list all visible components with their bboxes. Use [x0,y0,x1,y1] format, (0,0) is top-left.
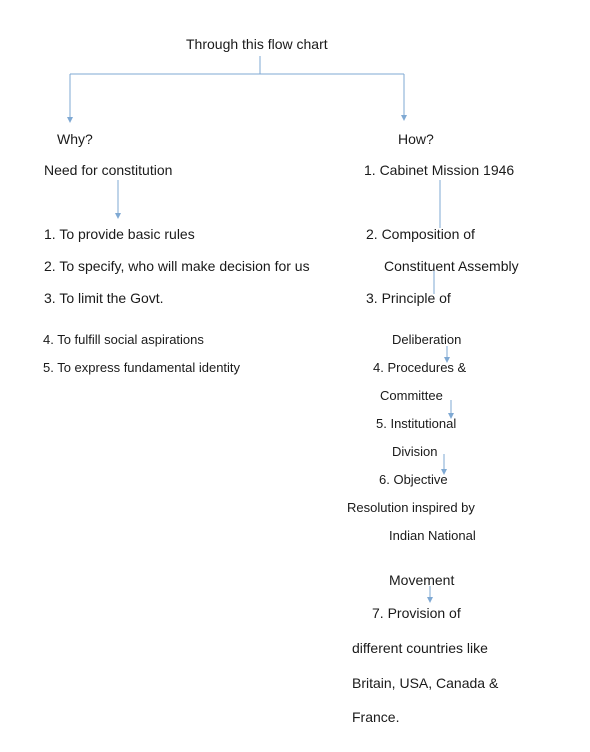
how-heading: How? [398,131,434,147]
how-line: Indian National [389,528,476,543]
how-line: Resolution inspired by [347,500,475,515]
how-line: different countries like [352,640,488,656]
why-subheading: Need for constitution [44,162,173,178]
flow-chart-title: Through this flow chart [186,36,328,52]
arrowhead [67,117,73,123]
why-heading: Why? [57,131,93,147]
how-line: Deliberation [392,332,462,347]
how-line: 7. Provision of [372,605,461,621]
arrowhead [427,597,433,603]
how-line: 5. Institutional [376,416,457,431]
why-item: 1. To provide basic rules [44,226,195,242]
why-item: 2. To specify, who will make decision for us [44,258,310,274]
why-item: 3. To limit the Govt. [44,290,164,306]
how-line: Constituent Assembly [384,258,519,274]
arrowhead [401,115,407,121]
how-line: Division [392,444,438,459]
how-line: Committee [380,388,443,403]
how-line: France. [352,709,400,725]
how-line: 4. Procedures & [373,360,467,375]
why-item: 5. To express fundamental identity [43,360,241,375]
how-line: Movement [389,572,455,588]
how-line: Britain, USA, Canada & [352,675,499,691]
how-line: 6. Objective [379,472,448,487]
how-line: 3. Principle of [366,290,451,306]
arrowhead [115,213,121,219]
why-item: 4. To fulfill social aspirations [43,332,204,347]
how-line: 1. Cabinet Mission 1946 [364,162,515,178]
how-line: 2. Composition of [366,226,475,242]
